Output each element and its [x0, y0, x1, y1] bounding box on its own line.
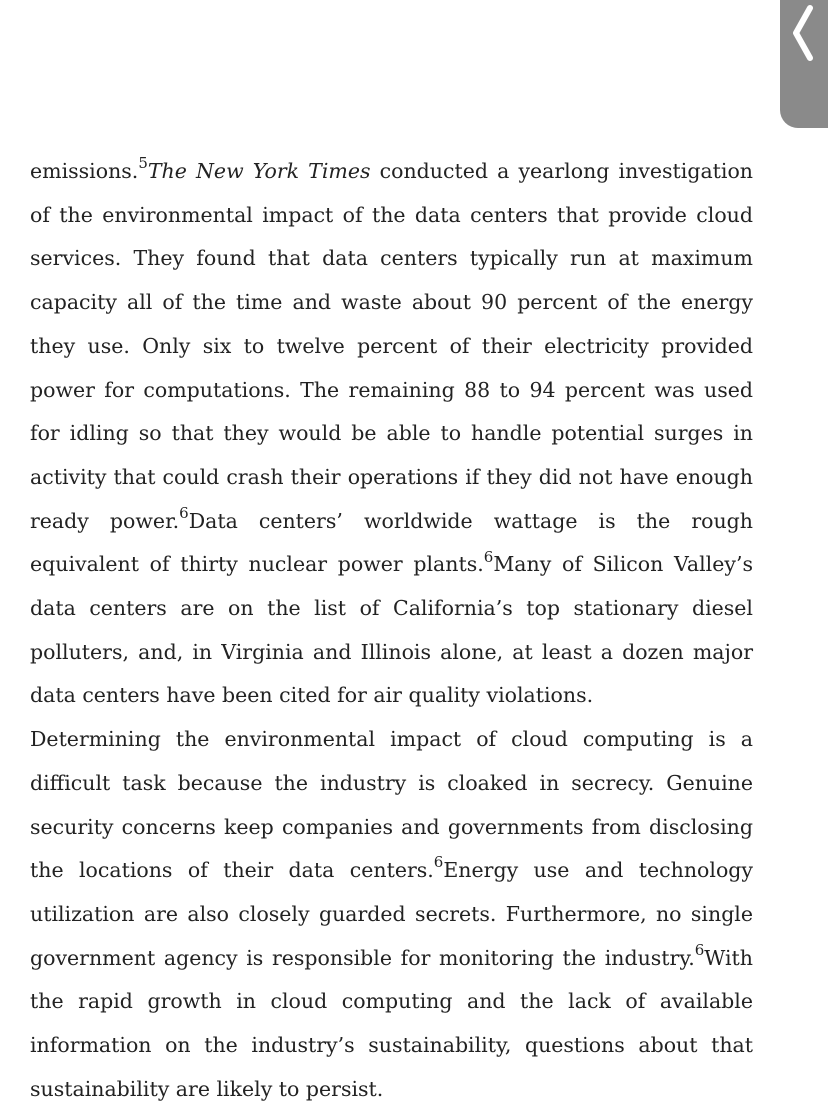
paragraph-2 [30, 718, 753, 1111]
text-segment: conducted a yearlong investigation of the environmental impact of the data centers that provide cloud services. They found that data centers typically run at maximum capacity all of the time and waste about 90 percent of the energy they use. Only six to twelve percent of their electricity provided power for computations. The remaining 88 to 94 percent was used for idling so that they would be able to handle potential surges in activity that could crash their operations if they did not have enough ready power. [30, 159, 754, 533]
chevron-left-icon [790, 4, 818, 62]
paragraph-1 [30, 150, 753, 718]
text-segment: Many of Silicon Valley’s data centers are on the list of California’s top stationary diesel polluters, and, in Virginia and Illinois alone, at least a dozen major data centers have been cited for air quality violations. [30, 552, 753, 708]
article-body [30, 150, 753, 1111]
footnote-ref[interactable]: 6 [483, 547, 494, 566]
text-segment: Data centers’ worldwide wattage is the rough equivalent of thirty nuclear power plants. [30, 508, 753, 577]
publication-title: The New York Times [147, 159, 371, 183]
text-segment: emissions. [30, 159, 139, 183]
footnote-ref[interactable]: 6 [433, 853, 444, 872]
footnote-ref[interactable]: 6 [179, 503, 189, 522]
footnote-ref[interactable]: 5 [138, 154, 148, 173]
back-tab-button[interactable] [780, 0, 828, 128]
footnote-ref[interactable]: 6 [694, 940, 705, 959]
text-segment: With the rapid growth in cloud computing and the lack of available information on the industry’s sustainability, questions about that sustainability are likely to persist. [30, 945, 753, 1101]
text-segment: Energy use and technology utilization are also closely guarded secrets. Furthermore, no single government agency is responsible for monitoring the industry. [30, 858, 753, 970]
text-segment: Determining the environmental impact of cloud computing is a difficult task because the industry is cloaked in secrecy. Genuine security concerns keep companies and governments from disclosing the locations of their data centers. [30, 727, 753, 883]
